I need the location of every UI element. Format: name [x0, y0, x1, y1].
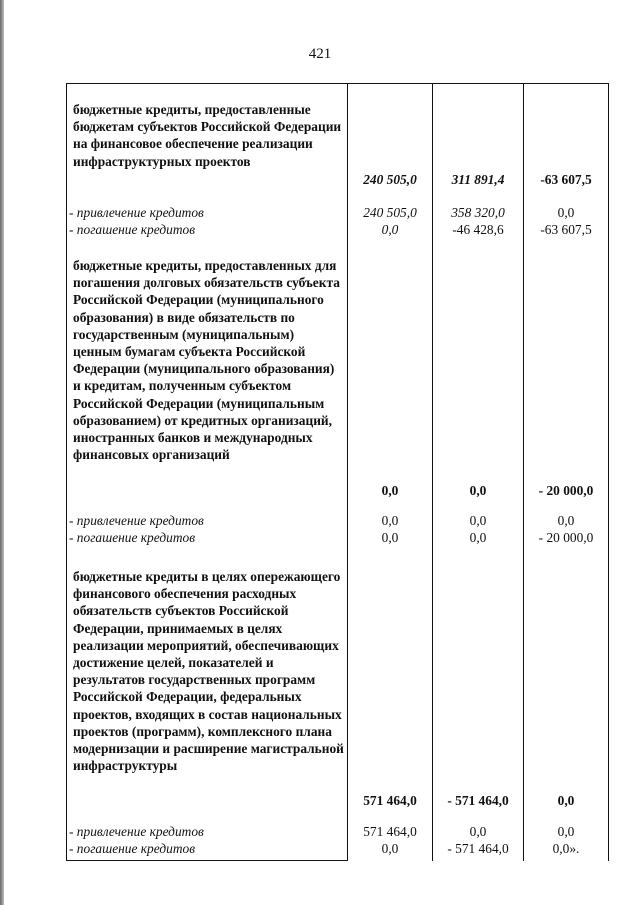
section-2-row-1-col-2: 0,0 [469, 513, 487, 528]
section-1-total-col-2: 311 891,4 [451, 172, 505, 187]
section-3-row-2-label: - погашение кредитов [69, 841, 196, 856]
section-1-total-col-3: -63 607,5 [540, 172, 592, 187]
table-border-right [608, 84, 609, 861]
section-2-row-2-col-3: - 20 000,0 [538, 530, 594, 545]
section-1-row-1-col-2: 358 320,0 [451, 205, 505, 220]
section-3-title: бюджетные кредиты в целях опережающего финансового обеспечения расходных обязательств субъектов Российской Федерации, принимаемых в целях реализации мероприятий, обеспечивающих достижение целей, показателей и результатов государственных программ Российской Федерации, федеральных проектов, входящих в состав национальных проектов (программ), комплексного плана модернизации и расширение магистральной инфраструктуры [73, 569, 344, 774]
page-number: 421 [308, 46, 332, 62]
section-2-row-2-col-2: 0,0 [469, 530, 487, 545]
section-1-title: бюджетные кредиты, предоставленные бюджетам субъектов Российской Федерации на финансовое обеспечение реализации инфраструктурных проектов [73, 102, 342, 169]
section-1-row-1-col-1: 240 505,0 [363, 205, 417, 220]
table-column-divider-3 [523, 84, 524, 861]
section-2-total-col-2: 0,0 [469, 483, 487, 498]
table-bottom-rule [66, 860, 348, 861]
section-1-row-1-col-3: 0,0 [557, 205, 575, 220]
scan-left-edge [0, 0, 4, 905]
section-2-title: бюджетные кредиты, предоставленных для погашения долговых обязательств субъекта Российской Федерации (муниципального образования) в виде обязательств по государственным (муниципальным) ценным бумагам субъекта Российской Федерации (муниципального образования) и кредитам, полученным субъектом Российской Федерации (муниципальным образованием) от кредитных организаций, иностранных банков и международных финансовых организаций [73, 258, 340, 463]
section-3-row-2-col-3: 0,0». [552, 841, 580, 856]
section-2-total-col-3: - 20 000,0 [538, 483, 594, 498]
section-1-row-2-col-3: -63 607,5 [540, 222, 592, 237]
table-column-divider-1 [347, 84, 348, 861]
section-3-row-1-col-1: 571 464,0 [363, 824, 417, 839]
section-3-total-col-1: 571 464,0 [363, 793, 417, 808]
section-1-row-2-label: - погашение кредитов [69, 222, 196, 237]
section-1-row-1-label: - привлечение кредитов [69, 205, 204, 220]
section-1-total-col-1: 240 505,0 [363, 172, 417, 187]
section-2-row-1-col-3: 0,0 [557, 513, 575, 528]
budget-credits-table [66, 83, 609, 861]
section-3-total-col-3: 0,0 [557, 793, 575, 808]
section-1-row-2-col-1: 0,0 [381, 222, 399, 237]
section-2-row-1-col-1: 0,0 [381, 513, 399, 528]
section-2-row-2-col-1: 0,0 [381, 530, 399, 545]
section-2-row-2-label: - погашение кредитов [69, 530, 196, 545]
section-3-row-2-col-2: - 571 464,0 [447, 841, 509, 856]
section-3-row-1-col-2: 0,0 [469, 824, 487, 839]
section-2-row-1-label: - привлечение кредитов [69, 513, 204, 528]
table-column-divider-2 [432, 84, 433, 861]
section-2-total-col-1: 0,0 [381, 483, 399, 498]
section-1-row-2-col-2: -46 428,6 [452, 222, 504, 237]
section-3-row-2-col-1: 0,0 [381, 841, 399, 856]
section-3-total-col-2: - 571 464,0 [447, 793, 509, 808]
section-3-row-1-col-3: 0,0 [557, 824, 575, 839]
table-border-left [66, 84, 67, 861]
section-3-row-1-label: - привлечение кредитов [69, 824, 204, 839]
